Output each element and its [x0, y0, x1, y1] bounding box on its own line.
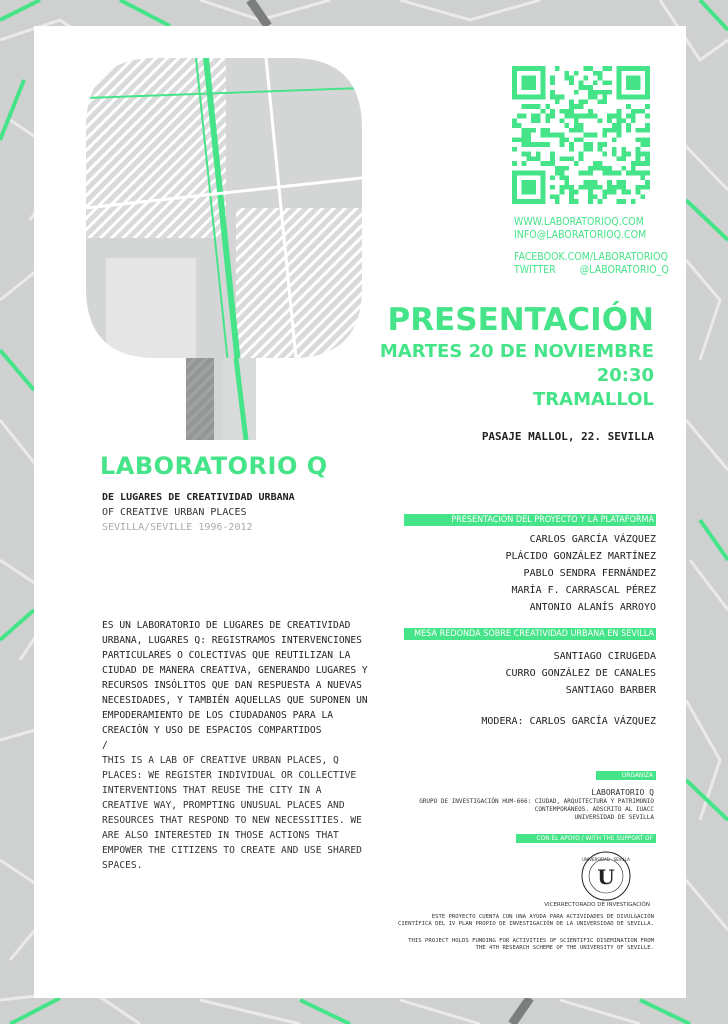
- description-es: ES UN LABORATORIO DE LUGARES DE CREATIVIDAD URBANA, LUGARES Q: REGISTRAMOS INTERVENCIONES PARTICULARES O COLECTIVAS QUE REUTILIZAN LA CIUDAD DE MANERA CREATIVA, GENERANDO LUGARES Y RECURSOS INSÓLITOS QUE DAN RESPUESTA A NUEVAS NECESIDADES, Y TAMBIÉN AQUELLAS QUE SUPONEN UN EMPODERAMIENTO DE LOS CIUDADANOS PARA LA CREACIÓN Y USO DE ESPACIOS COMPARTIDOS: [102, 620, 368, 736]
- event-block: [380, 300, 654, 412]
- roundtable-header: MESA REDONDA SOBRE CREATIVIDAD URBANA EN SEVILLA: [404, 628, 656, 640]
- organiza-label: ORGANIZA: [596, 771, 656, 780]
- contact-links: [514, 216, 674, 277]
- group-line: CONTEMPORÁNEOS. ADSCRITO AL IUACC: [534, 806, 654, 813]
- description-en: THIS IS A LAB OF CREATIVE URBAN PLACES, Q PLACES: WE REGISTER INDIVIDUAL OR COLLECTIVE INTERVENTIONS THAT REUSE THE CITY IN A CREATIVE WAY, PROMPTING UNUSUAL PLACES AND RESOURCES THAT RESPOND TO NEW NECESSITIES. WE ARE ALSO INTERESTED IN THOSE ACTIONS THAT EMPOWER THE CITIZENS TO CREATE AND USE SHARED SPACES.: [102, 755, 362, 871]
- funding-en-line: THIS PROJECT HOLDS FUNDING FOR ACTIVITIES OF SCIENTIFIC DISEMINATION FROM: [408, 938, 654, 944]
- twitter-handle[interactable]: @LABORATORIO_Q: [579, 264, 669, 276]
- event-title: PRESENTACIÓN: [387, 302, 654, 338]
- group-line: UNIVERSIDAD DE SEVILLA: [574, 814, 654, 821]
- description-separator: /: [102, 740, 108, 751]
- event-date: MARTES 20 DE NOVIEMBRE: [379, 341, 654, 362]
- presenter: PLÁCIDO GONZÁLEZ MARTÍNEZ: [505, 551, 656, 562]
- organizer-name: LABORATORIO Q: [591, 788, 654, 797]
- panelist: CURRO GONZÁLEZ DE CANALES: [505, 668, 656, 679]
- lab-subtitle-en: OF CREATIVE URBAN PLACES: [102, 507, 247, 518]
- website-link[interactable]: WWW.LABORATORIOQ.COM: [514, 216, 644, 228]
- description: [102, 618, 372, 873]
- moderator: MODERA: CARLOS GARCÍA VÁZQUEZ: [481, 716, 656, 727]
- presenter: ANTONIO ALANÍS ARROYO: [529, 602, 656, 613]
- qr-code[interactable]: [512, 66, 650, 204]
- svg-text:U: U: [597, 865, 615, 889]
- vicerrectorado: VICERRECTORADO DE INVESTIGACIÓN: [544, 902, 650, 908]
- event-venue: TRAMALLOL: [533, 389, 654, 410]
- panelists-list: [505, 648, 656, 699]
- funding-es: [398, 914, 654, 928]
- funding-en-line: THE 4TH RESEARCH SCHEME OF THE UNIVERSITY OF SEVILLE.: [475, 945, 654, 951]
- twitter-label: TWITTER: [514, 264, 556, 276]
- event-address: PASAJE MALLOL, 22. SEVILLA: [481, 430, 654, 443]
- presenter: PABLO SENDRA FERNÁNDEZ: [523, 568, 656, 579]
- presenter: CARLOS GARCÍA VÁZQUEZ: [529, 534, 656, 545]
- presentation-header: PRESENTACIÓN DEL PROYECTO Y LA PLATAFORMA: [404, 514, 656, 526]
- twitter-line: [514, 264, 674, 277]
- letter-q-logo: [86, 58, 362, 440]
- lab-title: LABORATORIO Q: [100, 452, 328, 480]
- email-link[interactable]: INFO@LABORATORIOQ.COM: [514, 229, 647, 241]
- svg-text:UNIVERSIDAD · SEVILLA: UNIVERSIDAD · SEVILLA: [582, 857, 630, 862]
- university-seal-logo: [580, 850, 632, 902]
- group-line: GRUPO DE INVESTIGACIÓN HUM-666: CIUDAD, ARQUITECTURA Y PATRIMONIO: [419, 798, 654, 805]
- event-time: 20:30: [596, 365, 654, 386]
- funding-en: [408, 938, 654, 952]
- facebook-link[interactable]: FACEBOOK.COM/LABORATORIOQ: [514, 251, 668, 263]
- panelist: SANTIAGO BARBER: [565, 685, 656, 696]
- lab-subtitle-es: DE LUGARES DE CREATIVIDAD URBANA: [102, 492, 295, 503]
- funding-es-line: ESTE PROYECTO CUENTA CON UNA AYUDA PARA ACTIVIDADES DE DIVULGACIÓN: [431, 914, 654, 920]
- organizer-block: [419, 787, 654, 822]
- lab-subtitle: [102, 490, 295, 535]
- panelist: SANTIAGO CIRUGEDA: [553, 651, 656, 662]
- presenter: MARÍA F. CARRASCAL PÉREZ: [511, 585, 656, 596]
- lab-years: SEVILLA/SEVILLE 1996-2012: [102, 522, 253, 533]
- presenters-list: [505, 531, 656, 616]
- funding-es-line: CIENTÍFICA DEL IV PLAN PROPIO DE INVESTIGACIÓN DE LA UNIVERSIDAD DE SEVILLA.: [398, 921, 654, 927]
- support-label: CON EL APOYO / WITH THE SUPPORT OF: [516, 834, 656, 843]
